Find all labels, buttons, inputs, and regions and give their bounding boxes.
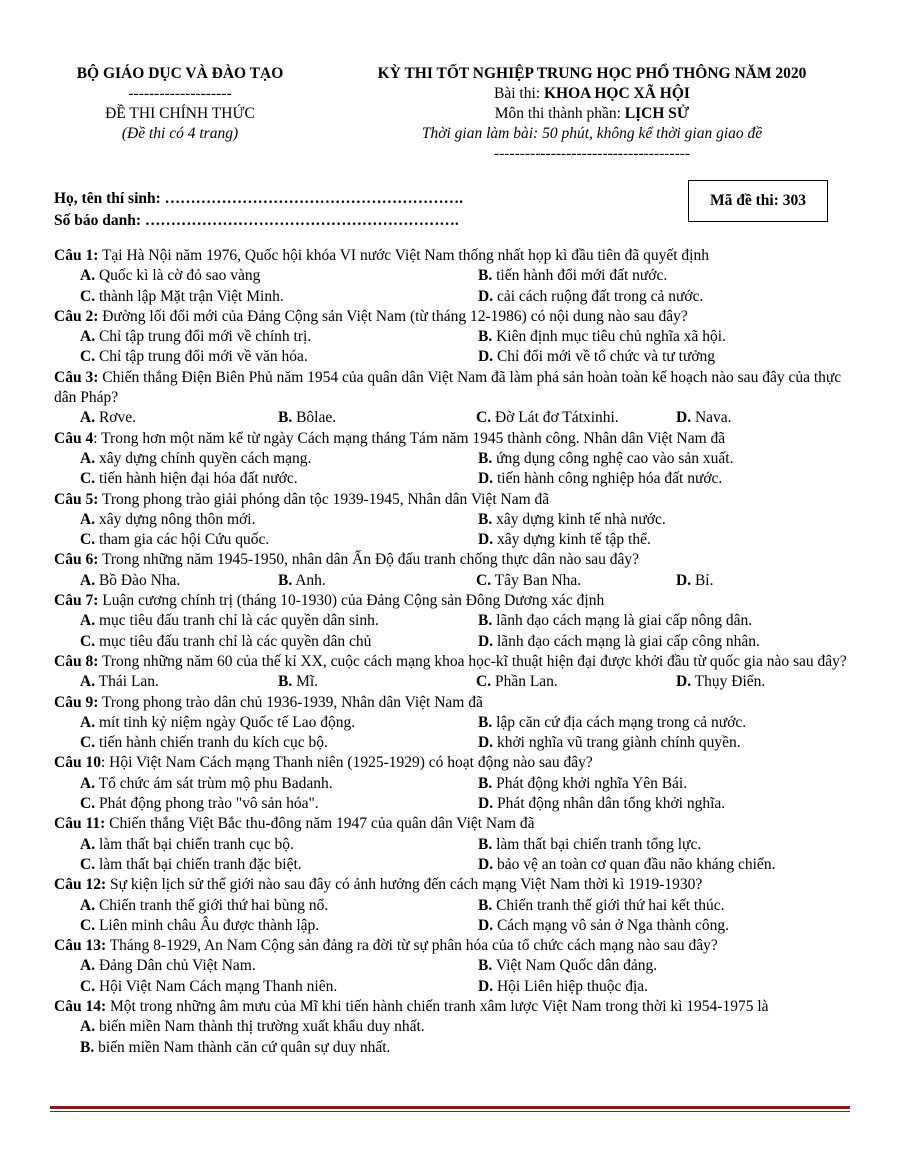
answer-option-a <box>54 713 452 733</box>
answer-options <box>54 774 854 815</box>
question-text: : Trong hơn một năm kể từ ngày Cách mạng tháng Tám năm 1945 thành công. Nhân dân Việt Nam đã <box>93 429 726 447</box>
question-text: Tại Hà Nội năm 1976, Quốc hội khóa VI nước Việt Nam thống nhất họp kì đầu tiên đã quyết định <box>98 247 709 264</box>
option-letter: C. <box>80 977 96 995</box>
subject-name: LỊCH SỬ <box>624 105 690 122</box>
official-label: ĐỀ THI CHÍNH THỨC <box>105 105 255 122</box>
option-text: xây dựng chính quyền cách mạng. <box>95 449 312 467</box>
option-letter: C. <box>80 916 96 934</box>
subject-label: Môn thi thành phần: <box>494 105 625 122</box>
footer-rule <box>50 1106 850 1109</box>
pages-note: (Đề thi có 4 trang) <box>121 125 239 142</box>
question-label: Câu 11: <box>54 815 106 833</box>
question-text: Trong phong trào giải phóng dân tộc 1939-1945, Nhân dân Việt Nam đã <box>98 490 550 508</box>
option-text: Phát động khởi nghĩa Yên Bái. <box>492 774 688 792</box>
option-text: tiến hành đổi mới đất nước. <box>492 267 668 285</box>
question-text: Sự kiện lịch sử thế giới nào sau đây có ảnh hưởng đến cách mạng Việt Nam thời kì 1919-1930? <box>106 876 703 894</box>
time-note: Thời gian làm bài: 50 phút, không kể thời gian giao đề <box>421 125 763 142</box>
answer-option-c <box>54 977 452 997</box>
exam-label: Bài thi: <box>494 85 544 102</box>
answer-option-b <box>54 1038 854 1058</box>
question-1 <box>54 246 854 307</box>
option-text: thành lập Mặt trận Việt Minh. <box>95 287 284 305</box>
question-text: Trong phong trào dân chủ 1936-1939, Nhân dân Việt Nam đã <box>98 693 483 711</box>
answer-options <box>54 896 854 937</box>
answer-option-c <box>450 408 650 428</box>
option-text: lãnh đạo cách mạng là giai cấp công nhân. <box>493 632 760 650</box>
option-letter: D. <box>676 571 692 589</box>
option-text: Bỉ. <box>691 571 714 589</box>
answer-option-a <box>54 408 252 428</box>
answer-option-c <box>54 287 452 307</box>
option-text: làm thất bại chiến tranh tổng lực. <box>492 835 702 853</box>
exam-title: KỲ THI TỐT NGHIỆP TRUNG HỌC PHỔ THÔNG NĂM 2020 <box>377 65 807 82</box>
answer-option-d <box>650 408 854 428</box>
option-letter: C. <box>80 531 96 549</box>
option-letter: B. <box>478 835 493 853</box>
option-text: Việt Nam Quốc dân đảng. <box>492 957 658 975</box>
answer-option-a <box>54 611 452 631</box>
question-stem <box>54 368 854 409</box>
option-letter: D. <box>676 409 692 427</box>
option-letter: B. <box>278 409 293 427</box>
question-stem <box>54 753 854 773</box>
question-label: Câu 3: <box>54 368 99 386</box>
answer-option-b <box>452 266 854 286</box>
answer-options <box>54 510 854 551</box>
option-text: xây dựng nông thôn mới. <box>95 510 256 528</box>
answer-option-d <box>452 733 854 753</box>
question-stem <box>54 429 854 449</box>
option-letter: D. <box>478 977 494 995</box>
answer-option-d <box>452 794 854 814</box>
option-letter: A. <box>80 673 96 691</box>
option-letter: D. <box>478 632 494 650</box>
option-text: Nava. <box>691 409 732 427</box>
header-right <box>332 64 852 164</box>
option-text: Rơve. <box>95 409 136 427</box>
option-text: Tổ chức ám sát trùm mộ phu Badanh. <box>95 774 333 792</box>
answer-option-a <box>54 774 452 794</box>
option-text: Phần Lan. <box>491 673 558 691</box>
option-text: ứng dụng công nghệ cao vào sản xuất. <box>492 449 734 467</box>
option-text: Cách mạng vô sản ở Nga thành công. <box>493 916 729 934</box>
option-letter: A. <box>80 409 96 427</box>
question-4 <box>54 429 854 490</box>
option-letter: A. <box>80 449 96 467</box>
answer-option-b <box>452 510 854 530</box>
option-text: Tây Ban Nha. <box>491 571 582 589</box>
option-text: Thái Lan. <box>95 673 159 691</box>
answer-options <box>54 449 854 490</box>
option-letter: B. <box>478 510 493 528</box>
option-letter: B. <box>478 957 493 975</box>
option-letter: D. <box>478 531 494 549</box>
answer-options <box>54 266 854 307</box>
question-stem <box>54 550 854 570</box>
question-label: Câu 2: <box>54 307 99 325</box>
question-stem <box>54 591 854 611</box>
answer-option-b <box>452 896 854 916</box>
option-letter: A. <box>80 896 96 914</box>
answer-option-b <box>452 327 854 347</box>
answer-option-a <box>54 449 452 469</box>
option-text: xây dựng kinh tế tập thể. <box>493 531 651 549</box>
option-text: xây dựng kinh tế nhà nước. <box>492 510 666 528</box>
subject-line <box>332 104 852 124</box>
option-letter: B. <box>478 713 493 731</box>
answer-option-d <box>650 571 854 591</box>
option-letter: D. <box>478 470 494 488</box>
option-letter: D. <box>478 734 494 752</box>
option-letter: A. <box>80 713 96 731</box>
option-letter: C. <box>476 673 492 691</box>
option-text: Phát động nhân dân tổng khởi nghĩa. <box>493 795 726 813</box>
option-text: làm thất bại chiến tranh cục bộ. <box>95 835 294 853</box>
option-text: khởi nghĩa vũ trang giành chính quyền. <box>493 734 741 752</box>
option-letter: C. <box>80 470 96 488</box>
answer-option-d <box>452 977 854 997</box>
answer-option-b <box>452 835 854 855</box>
question-5 <box>54 490 854 551</box>
answer-option-a <box>54 956 452 976</box>
answer-option-c <box>54 855 452 875</box>
question-stem <box>54 936 854 956</box>
answer-option-c <box>54 794 452 814</box>
option-text: Mĩ. <box>292 673 319 691</box>
ministry-name: BỘ GIÁO DỤC VÀ ĐÀO TẠO <box>76 65 284 82</box>
answer-option-c <box>450 571 650 591</box>
question-text: Đường lối đổi mới của Đảng Cộng sản Việt Nam (từ tháng 12-1986) có nội dung nào sau đây? <box>98 307 688 325</box>
option-text: Đảng Dân chủ Việt Nam. <box>95 957 256 975</box>
question-stem <box>54 490 854 510</box>
option-letter: B. <box>478 449 493 467</box>
exam-code-box <box>688 180 828 222</box>
answer-option-c <box>54 347 452 367</box>
option-text: Phát động phong trào "vô sản hóa". <box>95 795 319 813</box>
question-7 <box>54 591 854 652</box>
answer-option-c <box>54 469 452 489</box>
option-text: Chỉ tập trung đổi mới về văn hóa. <box>95 348 308 366</box>
option-text: Hội Việt Nam Cách mạng Thanh niên. <box>95 977 338 995</box>
answer-option-a <box>54 571 252 591</box>
option-text: tham gia các hội Cứu quốc. <box>95 531 270 549</box>
answer-option-d <box>452 469 854 489</box>
answer-option-d <box>650 672 854 692</box>
option-letter: D. <box>478 348 494 366</box>
option-text: Chiến tranh thế giới thứ hai bùng nổ. <box>95 896 329 914</box>
question-label: Câu 14: <box>54 997 107 1015</box>
answer-option-a <box>54 896 452 916</box>
answer-options <box>54 835 854 876</box>
option-letter: B. <box>278 571 293 589</box>
option-letter: C. <box>476 409 492 427</box>
option-text: cải cách ruộng đất trong cả nước. <box>493 287 704 305</box>
option-text: biến miền Nam thành thị trường xuất khẩu duy nhất. <box>95 1018 425 1036</box>
answer-option-c <box>54 733 452 753</box>
answer-options <box>54 611 854 652</box>
left-divider: -------------------- <box>128 85 232 102</box>
option-letter: C. <box>80 795 96 813</box>
option-letter: A. <box>80 835 96 853</box>
option-text: Chỉ tập trung đổi mới về chính trị. <box>95 328 312 346</box>
option-letter: B. <box>478 896 493 914</box>
answer-option-d <box>452 530 854 550</box>
option-letter: B. <box>80 1038 95 1056</box>
question-text: Trong những năm 1945-1950, nhân dân Ấn Độ đấu tranh chống thực dân nào sau đây? <box>98 551 640 569</box>
question-12 <box>54 875 854 936</box>
answer-option-c <box>54 632 452 652</box>
answer-options <box>54 956 854 997</box>
candidate-id-line: Số báo danh: ……………………………………………………. <box>54 212 459 229</box>
answer-option-b <box>252 672 450 692</box>
footer-rule-thin <box>50 1111 850 1112</box>
answer-options <box>54 1017 854 1058</box>
option-letter: C. <box>80 632 96 650</box>
question-3 <box>54 368 854 429</box>
option-letter: A. <box>80 1018 96 1036</box>
option-text: Anh. <box>292 571 326 589</box>
answer-option-c <box>450 672 650 692</box>
option-text: Hội Liên hiệp thuộc địa. <box>493 977 649 995</box>
option-letter: B. <box>278 673 293 691</box>
option-letter: A. <box>80 267 96 285</box>
right-divider: -------------------------------------- <box>493 145 691 162</box>
question-text: Trong những năm 60 của thế kỉ XX, cuộc cách mạng khoa học-kĩ thuật hiện đại được khởi đầu từ quốc gia nào sau đây? <box>98 652 847 670</box>
option-text: Liên minh châu Âu được thành lập. <box>95 916 320 934</box>
option-letter: D. <box>478 855 494 873</box>
question-label: Câu 7: <box>54 592 99 610</box>
answer-option-a <box>54 835 452 855</box>
option-letter: D. <box>478 916 494 934</box>
option-letter: B. <box>478 267 493 285</box>
question-stem <box>54 652 854 672</box>
option-text: tiến hành hiện đại hóa đất nước. <box>95 470 298 488</box>
question-11 <box>54 814 854 875</box>
option-letter: A. <box>80 510 96 528</box>
answer-option-d <box>452 347 854 367</box>
answer-options <box>54 571 854 591</box>
answer-option-b <box>452 713 854 733</box>
answer-option-d <box>452 855 854 875</box>
option-text: Chiến tranh thế giới thứ hai kết thúc. <box>492 896 725 914</box>
question-14 <box>54 997 854 1058</box>
answer-option-b <box>252 571 450 591</box>
option-letter: A. <box>80 774 96 792</box>
answer-option-b <box>452 956 854 976</box>
option-text: lãnh đạo cách mạng là giai cấp nông dân. <box>492 612 753 630</box>
answer-option-c <box>54 530 452 550</box>
answer-option-b <box>452 449 854 469</box>
answer-option-a <box>54 1017 854 1037</box>
candidate-info <box>54 188 463 232</box>
question-text: Một trong những âm mưu của Mĩ khi tiến hành chiến tranh xâm lược Việt Nam trong thời kì 1954-1975 là <box>106 997 769 1015</box>
question-text: Luận cương chính trị (tháng 10-1930) của Đảng Cộng sản Đông Dương xác định <box>98 592 605 610</box>
option-text: bảo vệ an toàn cơ quan đầu não kháng chiến. <box>493 855 776 873</box>
option-letter: A. <box>80 571 96 589</box>
answer-option-d <box>452 916 854 936</box>
answer-option-b <box>252 408 450 428</box>
question-label: Câu 10 <box>54 754 101 772</box>
option-text: mục tiêu đấu tranh chỉ là các quyền dân chủ <box>95 632 372 650</box>
question-label: Câu 6: <box>54 551 99 569</box>
question-label: Câu 13: <box>54 937 107 955</box>
answer-option-d <box>452 632 854 652</box>
candidate-name-line: Họ, tên thí sinh: …………………………………………………. <box>54 190 464 207</box>
option-letter: C. <box>80 287 96 305</box>
option-text: Đờ Lát đơ Tátxinhi. <box>491 409 619 427</box>
option-text: tiến hành chiến tranh du kích cục bộ. <box>95 734 328 752</box>
option-text: Bôlae. <box>292 409 337 427</box>
answer-options <box>54 713 854 754</box>
option-letter: A. <box>80 957 96 975</box>
answer-option-a <box>54 327 452 347</box>
question-10 <box>54 753 854 814</box>
option-letter: A. <box>80 328 96 346</box>
option-text: Bồ Đào Nha. <box>95 571 181 589</box>
question-text: Chiến thắng Điện Biên Phủ năm 1954 của quân dân Việt Nam đã làm phá sản hoàn toàn kế hoạch nào sau đây của thực dân Pháp? <box>54 368 842 407</box>
option-letter: B. <box>478 612 493 630</box>
option-letter: D. <box>478 287 494 305</box>
question-text: Chiến thắng Việt Bắc thu-đông năm 1947 của quân dân Việt Nam đã <box>105 815 535 833</box>
question-9 <box>54 693 854 754</box>
option-letter: C. <box>80 348 96 366</box>
option-text: Kiên định mục tiêu chủ nghĩa xã hội. <box>492 328 726 346</box>
question-label: Câu 1: <box>54 247 99 264</box>
question-13 <box>54 936 854 997</box>
answer-option-a <box>54 510 452 530</box>
option-text: Chỉ đổi mới về tổ chức và tư tưởng <box>493 348 716 366</box>
answer-options <box>54 672 854 692</box>
question-8 <box>54 652 854 693</box>
option-text: mục tiêu đấu tranh chỉ là các quyền dân sinh. <box>95 612 379 630</box>
option-text: biến miền Nam thành căn cứ quân sự duy nhất. <box>94 1038 391 1056</box>
question-stem <box>54 997 854 1017</box>
question-text: Tháng 8-1929, An Nam Cộng sản đảng ra đời từ sự phân hóa của tổ chức cách mạng nào sau đây? <box>106 937 718 955</box>
exam-code: Mã đề thi: 303 <box>709 192 806 209</box>
question-stem <box>54 875 854 895</box>
option-text: tiến hành công nghiệp hóa đất nước. <box>493 470 723 488</box>
question-label: Câu 5: <box>54 490 99 508</box>
option-letter: B. <box>478 328 493 346</box>
question-6 <box>54 550 854 591</box>
answer-options <box>54 408 854 428</box>
header-left <box>54 64 306 144</box>
option-text: làm thất bại chiến tranh đặc biệt. <box>95 855 302 873</box>
question-stem <box>54 693 854 713</box>
question-stem <box>54 246 854 266</box>
question-label: Câu 12: <box>54 876 107 894</box>
question-list <box>54 246 854 1058</box>
question-stem <box>54 307 854 327</box>
question-stem <box>54 814 854 834</box>
option-text: mít tinh kỷ niệm ngày Quốc tế Lao động. <box>95 713 356 731</box>
option-letter: B. <box>478 774 493 792</box>
question-label: Câu 8: <box>54 652 99 670</box>
option-letter: D. <box>478 795 494 813</box>
exam-line <box>332 84 852 104</box>
answer-option-b <box>452 774 854 794</box>
answer-option-d <box>452 287 854 307</box>
option-letter: C. <box>80 734 96 752</box>
option-letter: D. <box>676 673 692 691</box>
option-text: Thụy Điển. <box>691 673 766 691</box>
option-letter: C. <box>476 571 492 589</box>
question-2 <box>54 307 854 368</box>
answer-option-a <box>54 266 452 286</box>
answer-option-c <box>54 916 452 936</box>
question-label: Câu 9: <box>54 693 99 711</box>
question-label: Câu 4 <box>54 429 94 447</box>
answer-options <box>54 327 854 368</box>
option-letter: C. <box>80 855 96 873</box>
question-text: : Hội Việt Nam Cách mạng Thanh niên (1925-1929) có hoạt động nào sau đây? <box>100 754 593 772</box>
option-text: lập căn cứ địa cách mạng trong cả nước. <box>492 713 747 731</box>
answer-option-a <box>54 672 252 692</box>
option-text: Quốc kì là cờ đỏ sao vàng <box>95 267 261 285</box>
option-letter: A. <box>80 612 96 630</box>
exam-name: KHOA HỌC XÃ HỘI <box>543 85 690 102</box>
answer-option-b <box>452 611 854 631</box>
